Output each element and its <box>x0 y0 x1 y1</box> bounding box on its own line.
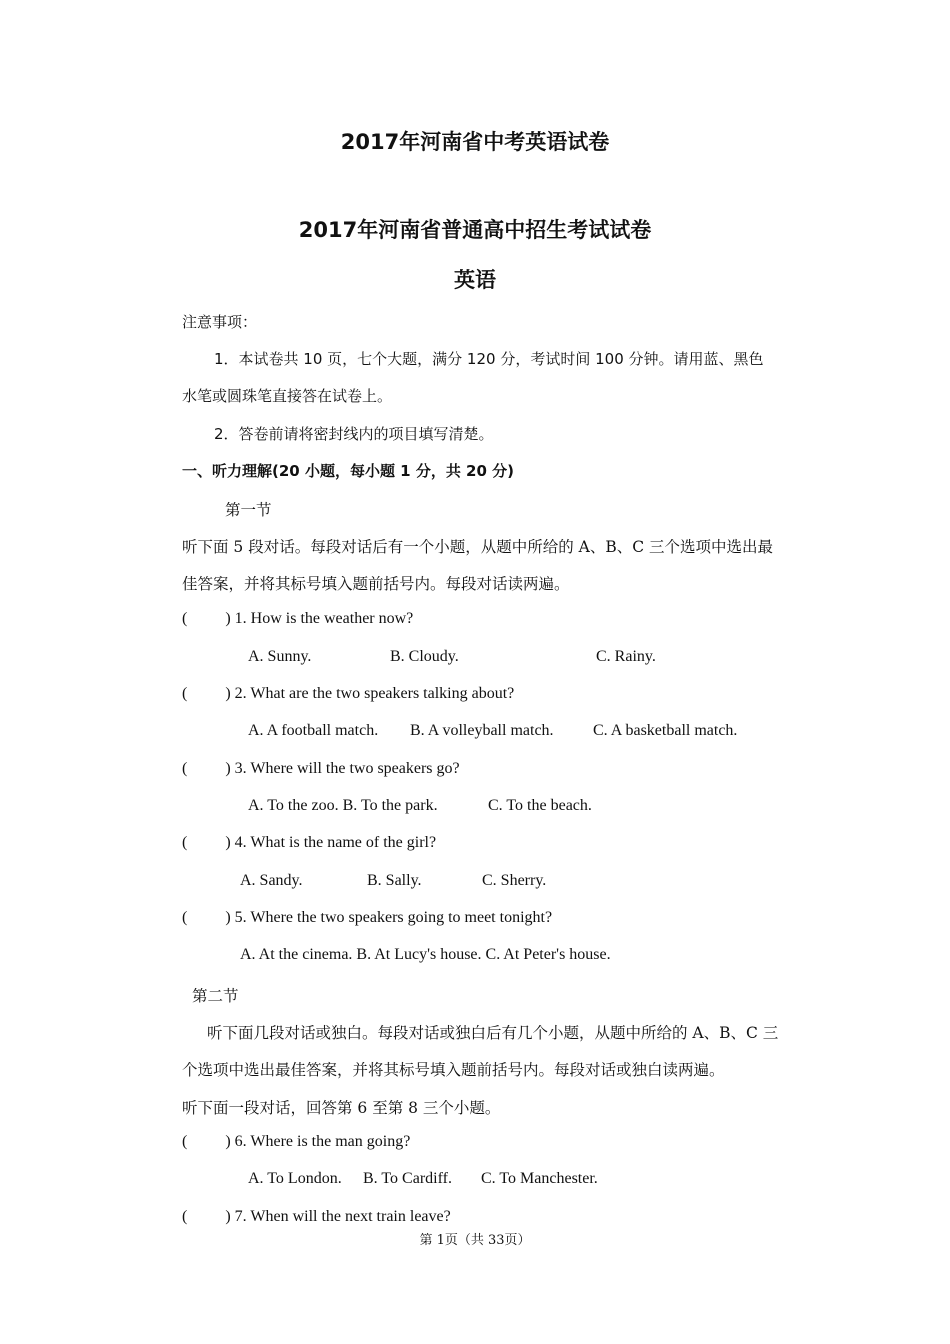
answer-paren[interactable]: ( <box>182 760 188 777</box>
question-5: ( ) 5. Where the two speakers going to meet tonight? <box>182 909 553 926</box>
q6-option-a: A. To London. <box>248 1170 342 1187</box>
q6-option-c: C. To Manchester. <box>481 1170 598 1187</box>
answer-paren[interactable]: ( <box>182 1133 188 1150</box>
part-2-sub-instruction: 听下面一段对话，回答第 6 至第 8 三个小题。 <box>182 1099 501 1117</box>
question-2: ( ) 2. What are the two speakers talking about? <box>182 685 515 702</box>
question-7: ( ) 7. When will the next train leave? <box>182 1208 451 1225</box>
q3-option-ab: A. To the zoo. B. To the park. <box>248 797 438 814</box>
q4-option-b: B. Sally. <box>367 872 422 889</box>
q1-option-a: A. Sunny. <box>248 648 312 665</box>
q2-option-c: C. A basketball match. <box>593 722 738 739</box>
q4-option-c: C. Sherry. <box>482 872 547 889</box>
q1-option-c: C. Rainy. <box>596 648 656 665</box>
page-footer: 第 1页（共 33页） <box>419 1233 531 1248</box>
answer-paren[interactable]: ( <box>182 610 188 627</box>
notice-2: 2．答卷前请将密封线内的项目填写清楚。 <box>214 425 494 443</box>
q6-option-b: B. To Cardiff. <box>363 1170 452 1187</box>
answer-paren[interactable]: ( <box>182 1208 188 1225</box>
question-3: ( ) 3. Where will the two speakers go? <box>182 760 460 777</box>
notice-heading: 注意事项： <box>182 313 258 331</box>
answer-paren[interactable]: ( <box>182 909 188 926</box>
question-1: ( ) 1. How is the weather now? <box>182 610 414 627</box>
section-1-heading: 一、听力理解(20 小题，每小题 1 分，共 20 分) <box>182 462 515 480</box>
part-2-instruction-line2: 个选项中选出最佳答案，并将其标号填入题前括号内。每段对话或独白读两遍。 <box>182 1061 725 1079</box>
q3-option-c: C. To the beach. <box>488 797 592 814</box>
part-1-instruction-line1: 听下面 5 段对话。每段对话后有一个小题，从题中所给的 A、B、C 三个选项中选出最 <box>182 538 774 556</box>
q2-option-b: B. A volleyball match. <box>410 722 554 739</box>
part-2-instruction-line1: 听下面几段对话或独白。每段对话或独白后有几个小题，从题中所给的 A、B、C 三 <box>207 1024 779 1042</box>
part-1-instruction-line2: 佳答案，并将其标号填入题前括号内。每段对话读两遍。 <box>182 575 570 593</box>
question-6: ( ) 6. Where is the man going? <box>182 1133 411 1150</box>
notice-1-line2: 水笔或圆珠笔直接答在试卷上。 <box>182 387 393 405</box>
part-1-label: 第一节 <box>225 501 272 519</box>
q4-option-a: A. Sandy. <box>240 872 303 889</box>
q5-options: A. At the cinema. B. At Lucy's house. C. At Peter's house. <box>240 946 611 963</box>
q1-option-b: B. Cloudy. <box>390 648 459 665</box>
answer-paren[interactable]: ( <box>182 834 188 851</box>
main-title: 2017年河南省中考英语试卷 <box>340 130 610 154</box>
q2-option-a: A. A football match. <box>248 722 379 739</box>
subject-title: 英语 <box>454 268 496 292</box>
sub-title: 2017年河南省普通高中招生考试试卷 <box>298 218 652 242</box>
part-2-label: 第二节 <box>192 987 239 1005</box>
answer-paren[interactable]: ( <box>182 685 188 702</box>
notice-1-line1: 1．本试卷共 10 页，七个大题，满分 120 分，考试时间 100 分钟。请用蓝、黑色 <box>214 350 764 368</box>
question-4: ( ) 4. What is the name of the girl? <box>182 834 437 851</box>
